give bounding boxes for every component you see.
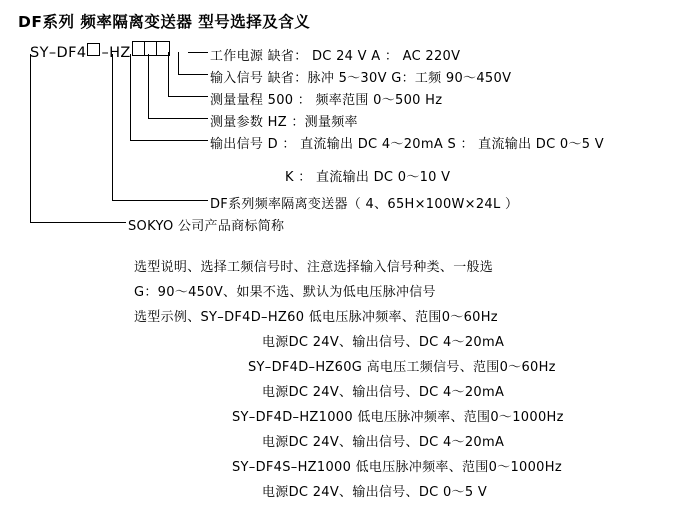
leader-line-brand xyxy=(30,222,126,223)
leader-line-power xyxy=(188,52,208,53)
callout-output-signal: 输出信号 D ： 直流输出 DC 4～20mA S ： 直流输出 DC 0～5 V xyxy=(210,137,604,152)
note-line-9: SY–DF4S–HZ1000 低电压脉冲频率、范围0～1000Hz xyxy=(232,460,562,475)
leader-drop-output xyxy=(130,54,131,140)
leader-drop-range xyxy=(168,52,169,96)
callout-measure-range: 测量量程 500 ： 频率范围 0～500 Hz xyxy=(210,93,443,108)
note-line-10: 电源DC 24V、输出信号、DC 0～5 V xyxy=(262,485,488,500)
note-line-4: 电源DC 24V、输出信号、DC 4～20mA xyxy=(262,335,505,350)
leader-line-series xyxy=(112,200,208,201)
leader-line-output xyxy=(130,140,208,141)
leader-line-range xyxy=(168,96,208,97)
callout-series-name: DF系列频率隔离变送器（ 4、65H×100W×24L ） xyxy=(210,197,519,212)
callout-input-signal: 输入信号 缺省：脉冲 5～30V G：工频 90～450V xyxy=(210,71,512,86)
leader-line-input xyxy=(178,74,208,75)
note-line-2: G：90～450V、如果不选、默认为低电压脉冲信号 xyxy=(134,285,436,300)
leader-drop-series xyxy=(112,54,113,200)
callout-brand: SOKYO 公司产品商标简称 xyxy=(128,219,285,234)
model-box-triple xyxy=(132,41,170,56)
note-line-8: 电源DC 24V、输出信号、DC 4～20mA xyxy=(262,435,505,450)
note-line-6: 电源DC 24V、输出信号、DC 4～20mA xyxy=(262,385,505,400)
model-prefix: SY–DF4 xyxy=(30,45,87,61)
leader-drop-input xyxy=(178,52,179,74)
note-line-7: SY–DF4D–HZ1000 低电压脉冲频率、范围0～1000Hz xyxy=(232,410,564,425)
model-box-single xyxy=(87,43,100,56)
callout-output-signal-line2: K ： 直流输出 DC 0～10 V xyxy=(285,170,451,185)
leader-drop-brand xyxy=(30,54,31,222)
callout-power-supply: 工作电源 缺省： DC 24 V A ： AC 220V xyxy=(210,49,461,64)
note-line-5: SY–DF4D–HZ60G 高电压工频信号、范围0～60Hz xyxy=(248,360,556,375)
model-code xyxy=(30,41,171,61)
leader-drop-parameter xyxy=(148,54,149,118)
page-title: DF系列 频率隔离变送器 型号选择及含义 xyxy=(18,13,311,31)
model-mid: –HZ xyxy=(101,45,131,61)
callout-measure-parameter: 测量参数 HZ ：测量频率 xyxy=(210,115,358,130)
leader-line-parameter xyxy=(148,118,208,119)
note-line-3: 选型示例、SY–DF4D–HZ60 低电压脉冲频率、范围0～60Hz xyxy=(134,310,498,325)
note-line-1: 选型说明、选择工频信号时、注意选择输入信号种类、一般选 xyxy=(134,260,494,275)
